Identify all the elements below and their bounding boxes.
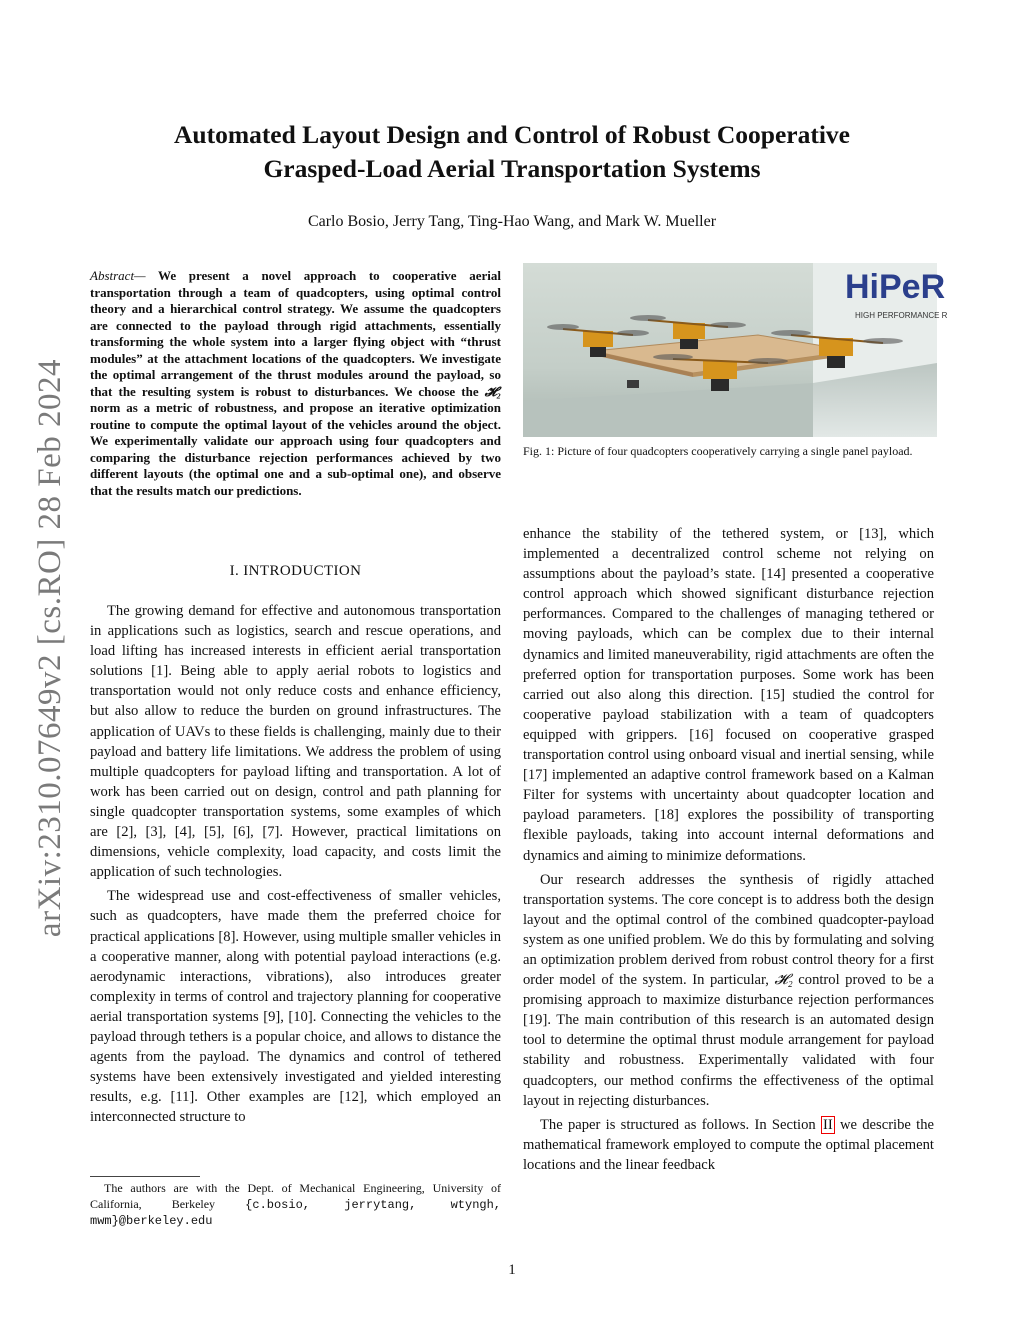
paper-title <box>110 118 914 186</box>
intro-paragraph-2: The widespread use and cost-effectiveness of smaller vehicles, such as quadcopters, have made them the preferred choice for practical applications [8]. However, using multiple smaller vehicles in a cooperative manner, along with potential payload interactions (e.g. aerodynamic interactions, vibrations), also introduces greater complexity in terms of control and trajectory planning for cooperative aerial transportation systems [9], [10]. Connecting the vehicles to the payload through tethers is a popular choice, and allows to distance the agents from the payload. The dynamics and control of tethered systems have been extensively investigated and yielded interesting results, e.g. [11]. Other examples are [12], which employed an interconnected structure to <box>90 888 501 1126</box>
arxiv-identifier: arXiv:2310.07649v2 [cs.RO] 28 Feb 2024 <box>32 358 68 938</box>
footnote-divider <box>90 1176 200 1177</box>
logo-subtext: HIGH PERFORMANCE R <box>855 311 948 320</box>
h2-control-symbol: 𝓗₂ <box>774 972 793 989</box>
page-number: 1 <box>508 1262 516 1278</box>
abstract <box>90 268 501 499</box>
abstract-text-part-2: norm as a metric of robustness, and propose an iterative optimization routine to compute the optimal layout of the vehicles around the object. We experimentally validate our approach using four quadcopters and comparing the disturbance rejection performances achieved by two different layouts (the optimal one and a sub-optimal one), and observe that the results match our predictions. <box>90 400 501 498</box>
section-ii-link[interactable]: II <box>822 1116 833 1133</box>
abstract-text-part-1: We present a novel approach to cooperative aerial transportation through a team of quadcopters, using optimal control theory and a hierarchical control strategy. We assume the quadcopters are connected to the payload through rigid attachments, essentially transforming the whole system into a larger flying object with “thrust modules” at the attachment locations of the quadcopters. We investigate the optimal arrangement of the thrust modules around the payload, so that the resulting system is robust to disturbances. We choose the <box>90 268 501 399</box>
para-4-part-1: Our research addresses the synthesis of rigidly attached transportation systems. The core concept is to address both the design layout and the optimal control of the combined quadcopter-payload system as one unified problem. We do this by formulating and solving an optimization problem derived from robust control theory for a first order model of the system. In particular, <box>523 871 934 989</box>
h2-norm-symbol: 𝓗₂ <box>484 383 501 399</box>
intro-paragraph-1: The growing demand for effective and autonomous transportation in applications such as logistics, search and rescue operations, and load lifting has increased interests in efficient aerial transportation solutions [1]. Being able to apply aerial robots to logistics and transportation would not only reduce costs and enhance efficiency, but also allow to reduce the burden on ground infrastructures. The application of UAVs to these fields is challenging, mainly due to their payload and battery life limitations. We address the problem of using multiple quadcopters for payload lifting and transportation. A lot of work has been carried out on design, control and path planning for single quadcopter transportation systems, some examples of which are [2], [3], [4], [5], [6], [7]. However, practical limitations on dimensions, vehicle complexity, load capacity, and costs limit the application of such technologies. <box>90 603 501 881</box>
intro-paragraph-4 <box>523 870 934 1111</box>
author-emails: {c.bosio, jerrytang, wtyngh, mwm}@berkeley.edu <box>90 1197 501 1228</box>
figure-1-photo <box>523 263 948 437</box>
logo-text: HiPeR <box>845 268 946 306</box>
intro-paragraph-3: enhance the stability of the tethered system, or [13], which implemented a decentralized control scheme not relying on assumptions about the payload’s state. [14] presented a cooperative control approach which showed significant disturbance rejection performances. Compared to the challenges of managing tethered or moving payloads, which can be complex due to their internal dynamics and limited maneuverability, rigid attachments are often the preferred option for transportation purposes. Some work has been carried out also along this direction. [15] studied the control for cooperative payload stabilization with a team of quadcopters equipped with grippers. [16] focused on cooperative grasped transportation control using onboard visual and inertial sensing, while [17] implemented an adaptive control framework based on a Kalman Filter for systems with uncertainty about quadcopter location and payload parameters. [18] explores the possibility of transporting flexible payloads, taking into account internal deformations and dynamics and aiming to minimize deformations. <box>523 526 934 864</box>
para-5-part-2: we describe the mathematical framework employed to compute the optimal placement locations and the linear feedback <box>523 1116 934 1173</box>
para-4-part-2: control proved to be a promising approach to maximize disturbance rejection performances [19]. The main contribution of this research is an automated design tool to determine the optimal thrust module arrangement for payload stability and robustness. Experimentally validated with four quadcopters, our method confirms the effectiveness of the optimal layout in rejecting disturbances. <box>523 972 934 1109</box>
abstract-label: Abstract— <box>90 268 146 283</box>
section-heading-introduction: I. INTRODUCTION <box>229 563 362 579</box>
author-affiliation-footnote <box>90 1181 501 1230</box>
introduction-right-column <box>523 524 934 1175</box>
title-line-1: Automated Layout Design and Control of Robust Cooperative <box>173 120 850 149</box>
intro-paragraph-5 <box>523 1115 934 1175</box>
title-line-2: Grasped-Load Aerial Transportation Systems <box>263 154 761 183</box>
introduction-left-column <box>90 601 501 1127</box>
author-list: Carlo Bosio, Jerry Tang, Ting-Hao Wang, and Mark W. Mueller <box>307 213 717 230</box>
para-5-part-1: The paper is structured as follows. In Section <box>540 1116 821 1133</box>
footnote-text: The authors are with the Dept. of Mechanical Engineering, University of California, Berkeley <box>90 1181 501 1211</box>
figure-1-caption: Fig. 1: Picture of four quadcopters cooperatively carrying a single panel payload. <box>523 444 913 458</box>
